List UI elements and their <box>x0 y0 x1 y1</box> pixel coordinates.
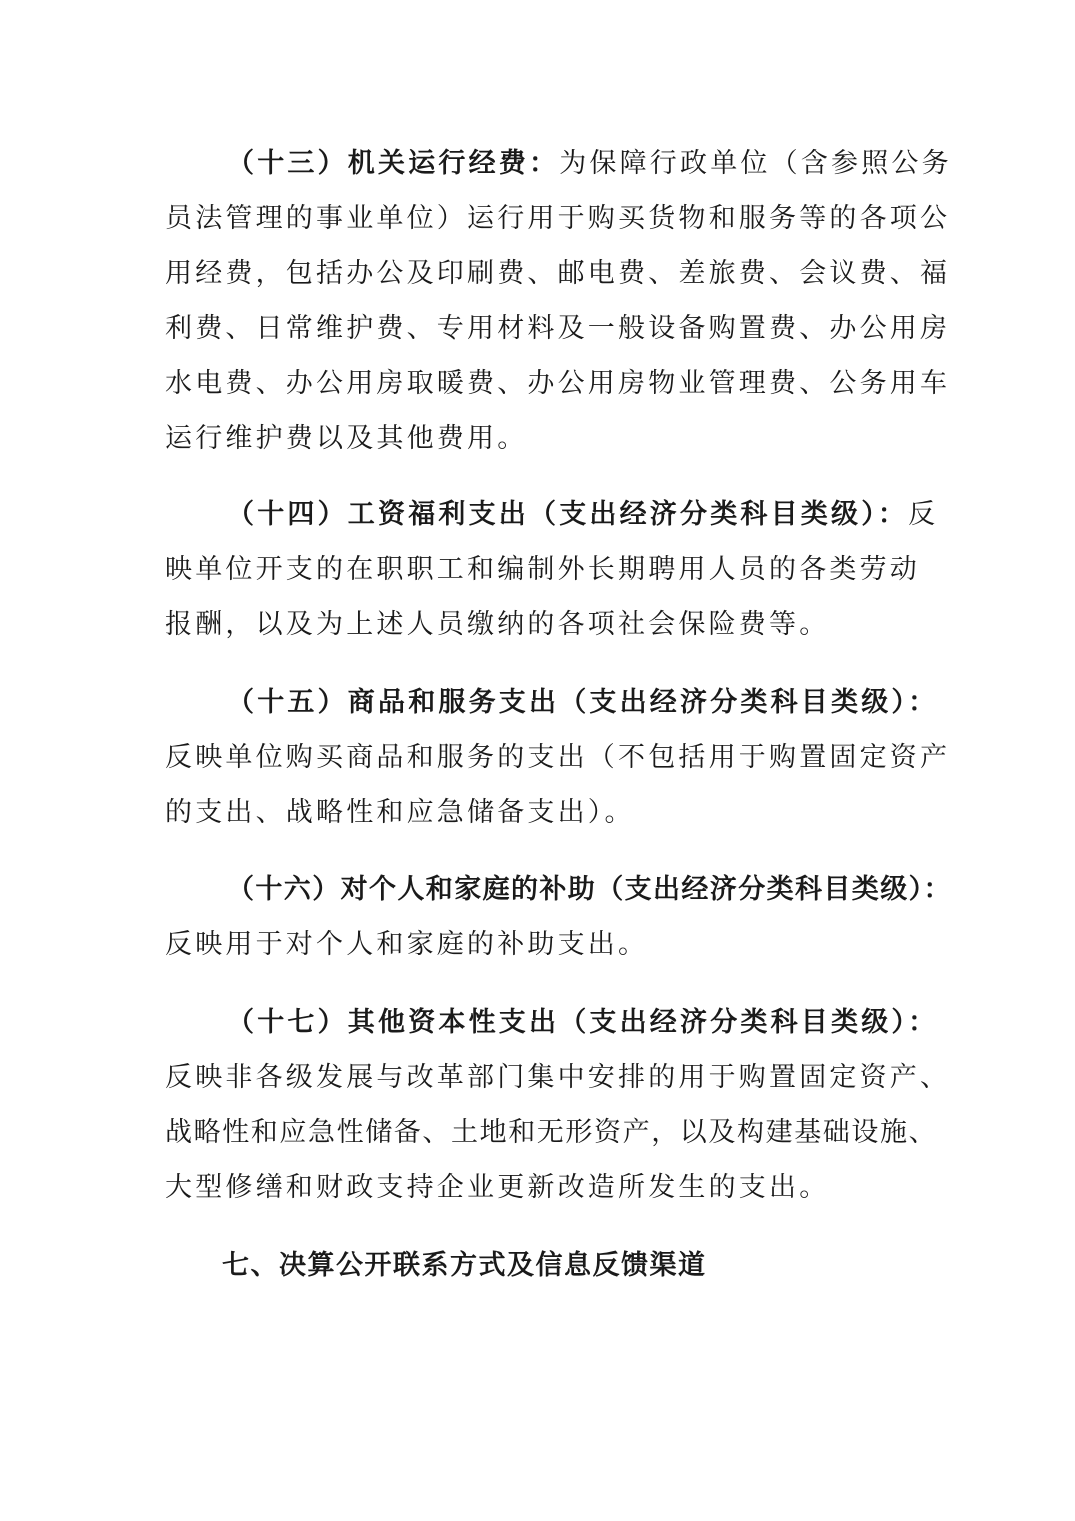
paragraph-line: 水电费、办公用房取暖费、办公用房物业管理费、公务用车 <box>165 368 951 399</box>
paragraph-15 <box>165 675 951 840</box>
paragraph-line <box>165 995 939 1050</box>
paragraph-term: （十三）机关运行经费： <box>227 148 560 179</box>
paragraph-line: 用经费，包括办公及印刷费、邮电费、差旅费、会议费、福 <box>165 258 951 289</box>
paragraph-line: 员法管理的事业单位）运行用于购买货物和服务等的各项公 <box>165 203 951 234</box>
paragraph-line: 反映非各级发展与改革部门集中安排的用于购置固定资产、 <box>165 1062 951 1093</box>
section-heading: 七、决算公开联系方式及信息反馈渠道 <box>222 1250 707 1281</box>
paragraph-line: 运行维护费以及其他费用。 <box>165 423 528 454</box>
paragraph-text: 为保障行政单位（含参照公务 <box>559 148 952 179</box>
paragraph-line: 的支出、战略性和应急储备支出）。 <box>165 797 635 828</box>
paragraph-term: （十六）对个人和家庭的补助（支出经济分类科目类级）： <box>227 874 952 905</box>
paragraph-line: 利费、日常维护费、专用材料及一般设备购置费、办公用房 <box>165 313 951 344</box>
paragraph-line: 战略性和应急性储备、土地和无形资产，以及构建基础设施、 <box>165 1117 938 1148</box>
paragraph-term: （十四）工资福利支出（支出经济分类科目类级）： <box>227 499 909 530</box>
paragraph-line <box>165 136 952 191</box>
paragraph-term: （十七）其他资本性支出（支出经济分类科目类级）： <box>227 1007 939 1038</box>
paragraph-13 <box>165 136 952 466</box>
paragraph-14 <box>165 487 939 652</box>
paragraph-line: 映单位开支的在职职工和编制外长期聘用人员的各类劳动 <box>165 554 920 585</box>
paragraph-line: 反映用于对个人和家庭的补助支出。 <box>165 929 649 960</box>
paragraph-line: 反映单位购买商品和服务的支出（不包括用于购置固定资产 <box>165 742 951 773</box>
paragraph-line <box>165 675 939 730</box>
paragraph-line: 大型修缮和财政支持企业更新改造所发生的支出。 <box>165 1172 830 1203</box>
paragraph-text: 反 <box>908 499 939 530</box>
paragraph-16 <box>165 862 952 972</box>
paragraph-term: （十五）商品和服务支出（支出经济分类科目类级）： <box>227 687 939 718</box>
paragraph-line: 报酬，以及为上述人员缴纳的各项社会保险费等。 <box>165 609 830 640</box>
paragraph-17 <box>165 995 951 1215</box>
paragraph-line <box>165 487 939 542</box>
paragraph-line <box>165 862 952 917</box>
